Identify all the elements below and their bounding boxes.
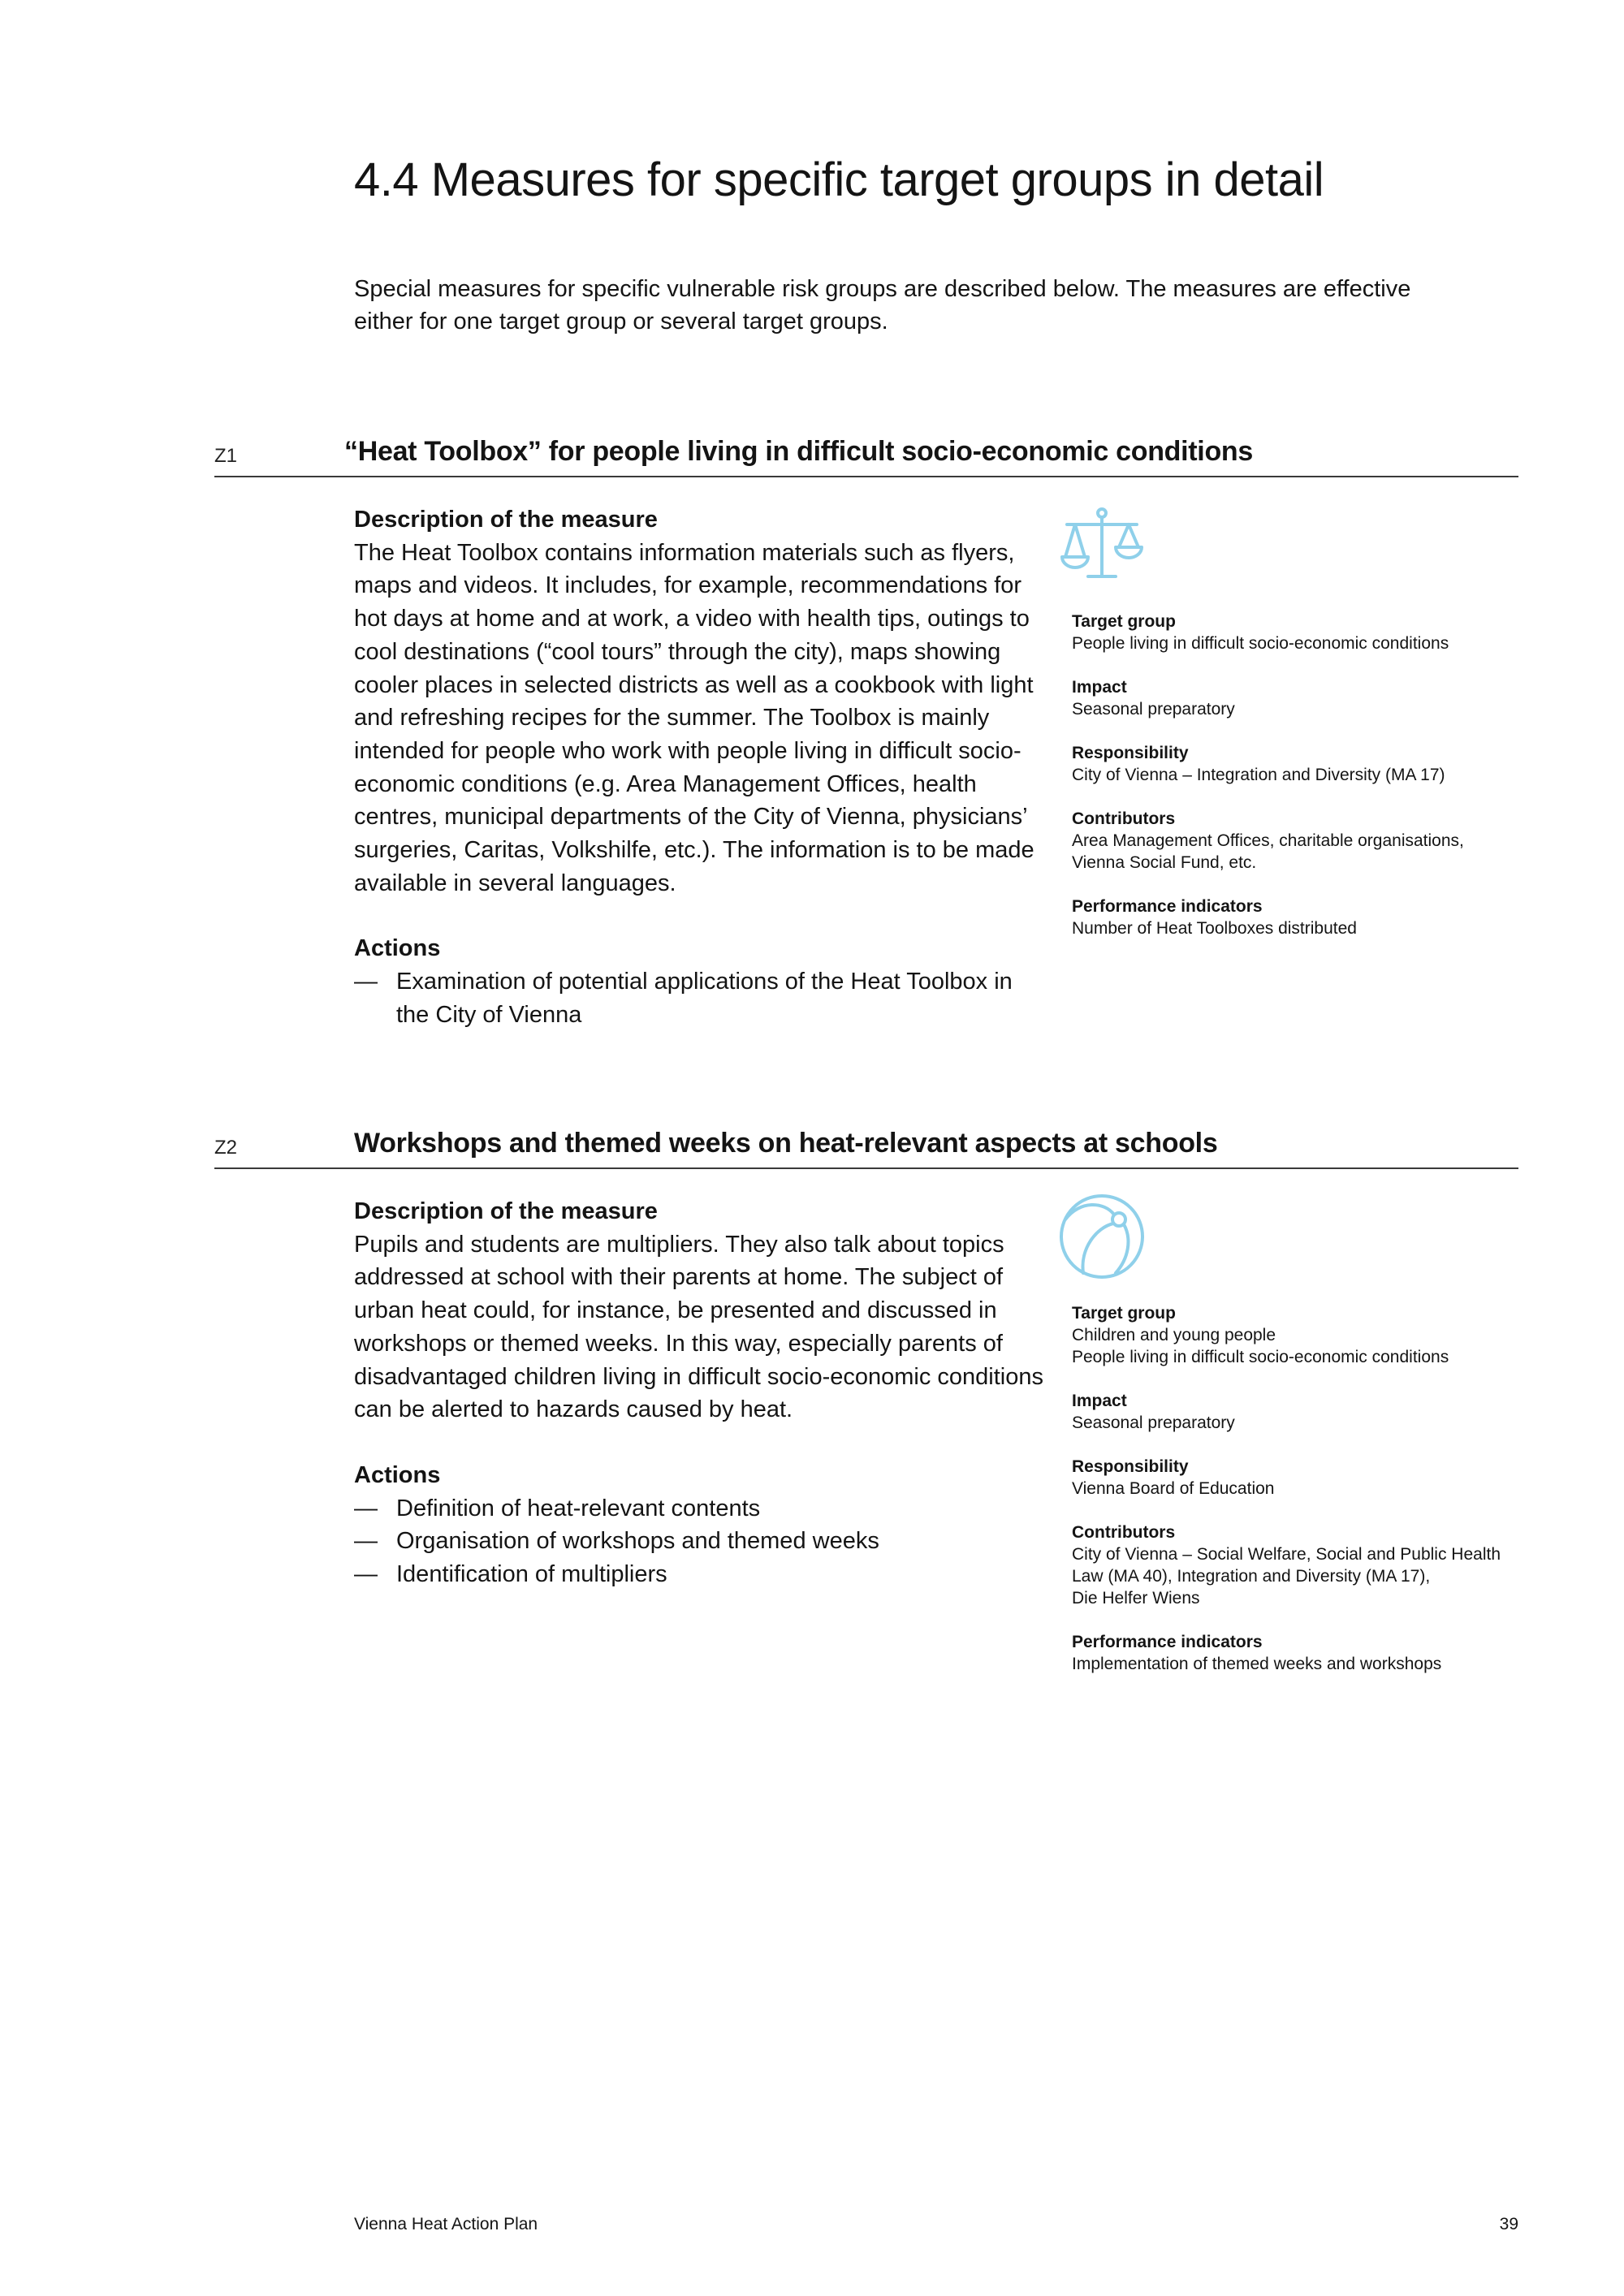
contributors-label: Contributors [1072, 809, 1176, 828]
measure-code: Z2 [214, 1137, 238, 1159]
description-label: Description of the measure [354, 1198, 658, 1224]
contributors-value: City of Vienna – Social Welfare, Social and Public Health [1072, 1545, 1501, 1564]
action-item: — Examination of potential applications of the Heat Toolbox in the City of Vienna [354, 969, 1013, 1028]
target-group-label: Target group [1072, 1304, 1176, 1323]
page-title: 4.4 Measures for specific target groups in detail [354, 153, 1324, 206]
action-item: — Identification of multipliers [354, 1561, 667, 1588]
description-text: Pupils and students are multipliers. They also talk about topics addressed at school with their parents at home. The subject of urban heat could, for instance, be presented and discussed in workshops or themed weeks. In this way, especially parents of disadvantaged children living in difficult socio-economic conditions can be alerted to hazards caused by heat. [354, 1231, 1044, 1423]
target-group-value: Children and young people [1072, 1326, 1276, 1344]
target-group-label: Target group [1072, 612, 1176, 631]
impact-label: Impact [1072, 1392, 1127, 1410]
contributors-value: Area Management Offices, charitable organisations, Vienna Social Fund, etc. [1072, 831, 1464, 872]
measure-sidebar [1072, 611, 1527, 961]
action-item: — Organisation of workshops and themed weeks [354, 1528, 879, 1555]
target-group-value: People living in difficult socio-economic conditions [1072, 634, 1449, 653]
footer-document-title: Vienna Heat Action Plan [354, 2215, 538, 2233]
impact-value: Seasonal preparatory [1072, 700, 1235, 719]
measure-description-column [354, 1195, 1044, 1591]
page-number: 39 [1499, 2215, 1518, 2233]
description-text: The Heat Toolbox contains information materials such as flyers, maps and videos. It includes, for example, recommendations for hot days at home and at work, a video with health tips, outings to cool destinations (“cool tours” through the city), maps showing cooler places in selected districts as well as a cookbook with light and refreshing recipes for the summer. The Toolbox is mainly intended for people who work with people living in difficult socio-economic conditions (e.g. Area Management Offices, health centres, municipal departments of the City of Vienna, physicians’ surgeries, Caritas, Volkshilfe, etc.). The information is to be made available in several languages. [354, 539, 1034, 896]
performance-indicators-value: Implementation of themed weeks and workshops [1072, 1655, 1442, 1673]
beach-ball-icon [1057, 1192, 1147, 1281]
section-divider [214, 1167, 1518, 1169]
responsibility-value: City of Vienna – Integration and Diversity (MA 17) [1072, 766, 1445, 784]
measure-heading: Workshops and themed weeks on heat-relevant aspects at schools [354, 1128, 1218, 1159]
contributors-value: Die Helfer Wiens [1072, 1589, 1200, 1608]
measure-code: Z1 [214, 445, 238, 467]
actions-label: Actions [354, 1461, 441, 1488]
action-item: — Definition of heat-relevant contents [354, 1495, 761, 1521]
intro-paragraph: Special measures for specific vulnerable risk groups are described below. The measures are effective either for one target group or several target groups. [354, 276, 1411, 334]
measure-description-column [354, 503, 1044, 1032]
impact-label: Impact [1072, 678, 1127, 697]
contributors-label: Contributors [1072, 1523, 1176, 1542]
actions-list [354, 1492, 1044, 1591]
actions-list [354, 965, 1044, 1031]
section-divider [214, 476, 1518, 477]
actions-label: Actions [354, 935, 441, 962]
scales-icon [1057, 502, 1147, 591]
performance-indicators-value: Number of Heat Toolboxes distributed [1072, 919, 1357, 938]
responsibility-label: Responsibility [1072, 1457, 1189, 1476]
contributors-value: Law (MA 40), Integration and Diversity (MA 17), [1072, 1567, 1431, 1586]
measure-heading: “Heat Toolbox” for people living in difficult socio-economic conditions [344, 436, 1253, 467]
responsibility-value: Vienna Board of Education [1072, 1479, 1275, 1498]
target-group-value: People living in difficult socio-economic conditions [1072, 1348, 1449, 1366]
description-label: Description of the measure [354, 507, 658, 533]
impact-value: Seasonal preparatory [1072, 1413, 1235, 1432]
performance-indicators-label: Performance indicators [1072, 1633, 1263, 1651]
performance-indicators-label: Performance indicators [1072, 897, 1263, 916]
responsibility-label: Responsibility [1072, 744, 1189, 762]
measure-sidebar [1072, 1302, 1527, 1697]
